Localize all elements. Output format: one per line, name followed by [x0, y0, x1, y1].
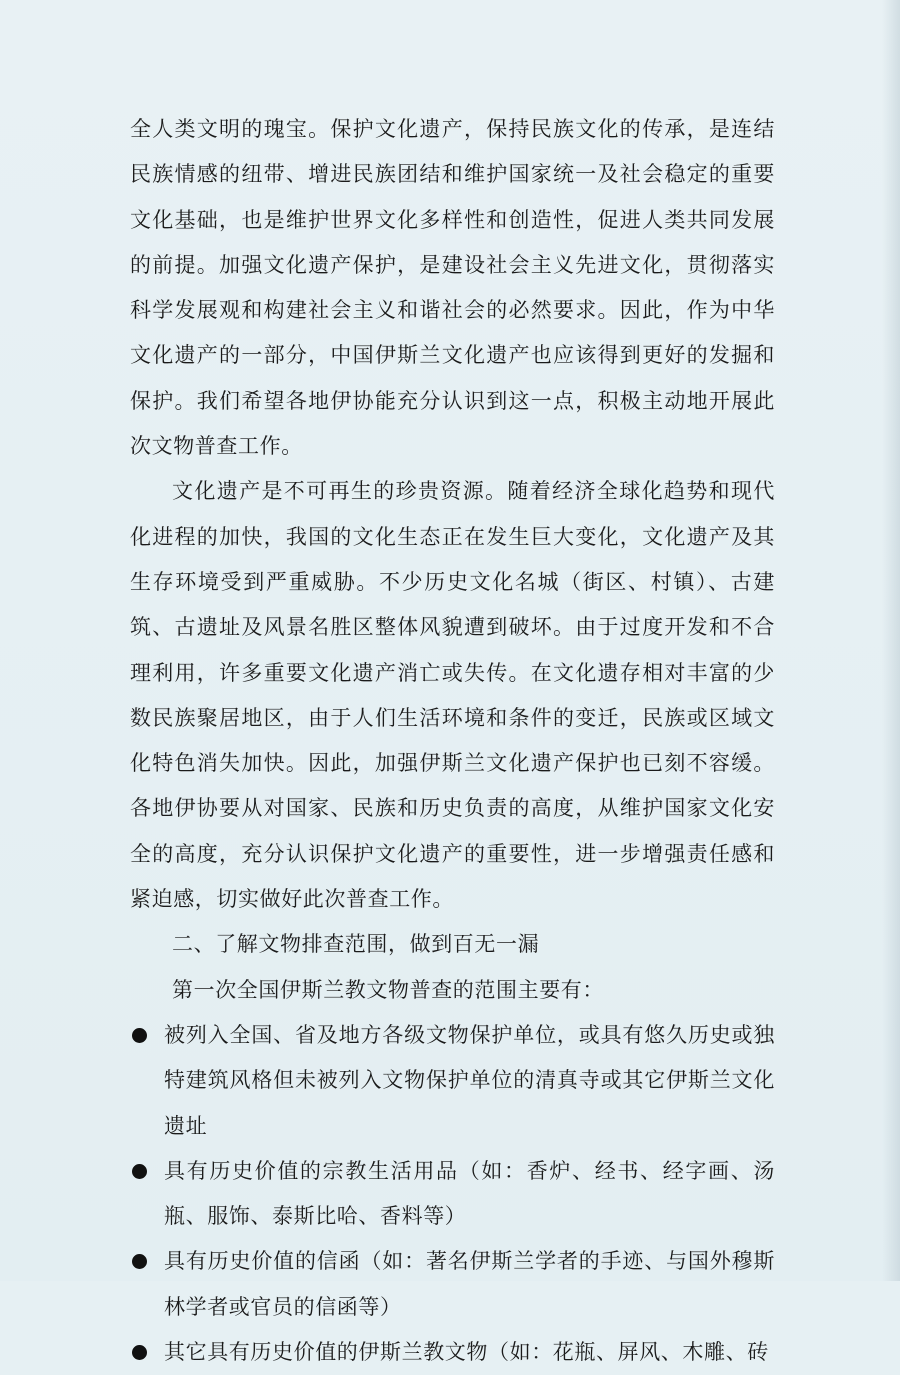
bullet-dot-icon — [132, 1254, 147, 1269]
paragraph-heritage-threat: 文化遗产是不可再生的珍贵资源。随着经济全球化趋势和现代化进程的加快，我国的文化生态正在发生巨大变化，文化遗产及其生存环境受到严重威胁。不少历史文化名城（街区、村镇）、古建筑、古遗址及风景名胜区整体风貌遭到破坏。由于过度开发和不合理利用，许多重要文化遗产消亡或失传。在文化遗存相对丰富的少数民族聚居地区，由于人们生活环境和条件的变迁，民族或区域文化特色消失加快。因此，加强伊斯兰文化遗产保护也已刻不容缓。各地伊协要从对国家、民族和历史负责的高度，从维护国家文化安全的高度，充分认识保护文化遗产的重要性，进一步增强责任感和紧迫感，切实做好此次普查工作。 — [130, 479, 775, 912]
bullet-dot-icon — [132, 1028, 147, 1043]
scope-list-item — [130, 1013, 775, 1149]
scope-intro: 第一次全国伊斯兰教文物普查的范围主要有： — [172, 977, 604, 1002]
scope-item-text: 被列入全国、省及地方各级文物保护单位，或具有悠久历史或独特建筑风格但未被列入文物保护单位的清真寺或其它伊斯兰文化遗址 — [164, 1022, 775, 1138]
document-body — [130, 107, 775, 1375]
bullet-dot-icon — [132, 1345, 147, 1360]
scope-item-text: 具有历史价值的宗教生活用品（如：香炉、经书、经字画、汤瓶、服饰、泰斯比哈、香料等） — [164, 1158, 775, 1229]
scope-list-item — [130, 1149, 775, 1240]
section-heading: 二、了解文物排查范围，做到百无一漏 — [172, 932, 540, 957]
paragraph-heritage-value: 全人类文明的瑰宝。保护文化遗产，保持民族文化的传承，是连结民族情感的纽带、增进民族团结和维护国家统一及社会稳定的重要文化基础，也是维护世界文化多样性和创造性，促进人类共同发展的前提。加强文化遗产保护，是建设社会主义先进文化，贯彻落实科学发展观和构建社会主义和谐社会的必然要求。因此，作为中华文化遗产的一部分，中国伊斯兰文化遗产也应该得到更好的发掘和保护。我们希望各地伊协能充分认识到这一点，积极主动地开展此次文物普查工作。 — [130, 117, 775, 459]
scope-bullet-list — [130, 1013, 775, 1375]
scope-list-item — [130, 1330, 775, 1375]
bullet-dot-icon — [132, 1164, 147, 1179]
scope-item-text: 其它具有历史价值的伊斯兰教文物（如：花瓶、屏风、木雕、砖 — [164, 1340, 769, 1365]
scope-list-item — [130, 1239, 775, 1330]
scope-item-text: 具有历史价值的信函（如：著名伊斯兰学者的手迹、与国外穆斯林学者或官员的信函等） — [164, 1249, 775, 1319]
